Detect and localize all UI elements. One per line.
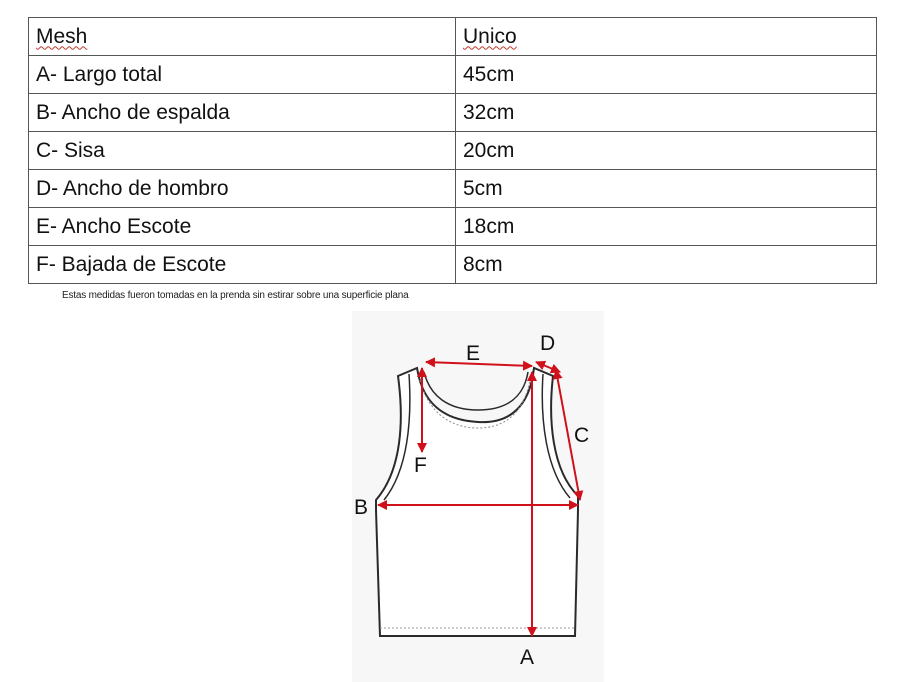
row-value: 20cm	[456, 132, 877, 170]
row-label: E- Ancho Escote	[29, 208, 456, 246]
garment-outline	[376, 368, 578, 636]
header-mesh: Mesh	[29, 18, 456, 56]
label-c: C	[574, 424, 590, 447]
row-value: 5cm	[456, 170, 877, 208]
label-f: F	[414, 454, 427, 477]
row-label: C- Sisa	[29, 132, 456, 170]
header-unico: Unico	[456, 18, 877, 56]
row-value: 32cm	[456, 94, 877, 132]
neckline-binding	[424, 372, 528, 410]
row-value: 8cm	[456, 246, 877, 284]
row-label: F- Bajada de Escote	[29, 246, 456, 284]
label-a: A	[520, 646, 535, 669]
row-value: 18cm	[456, 208, 877, 246]
row-label: A- Largo total	[29, 56, 456, 94]
label-b: B	[354, 496, 369, 519]
label-e: E	[466, 342, 481, 365]
label-d: D	[540, 332, 556, 355]
row-label: D- Ancho de hombro	[29, 170, 456, 208]
row-label: B- Ancho de espalda	[29, 94, 456, 132]
measurement-note: Estas medidas fueron tomadas en la prenda sin estirar sobre una superficie plana	[62, 290, 409, 301]
row-value: 45cm	[456, 56, 877, 94]
